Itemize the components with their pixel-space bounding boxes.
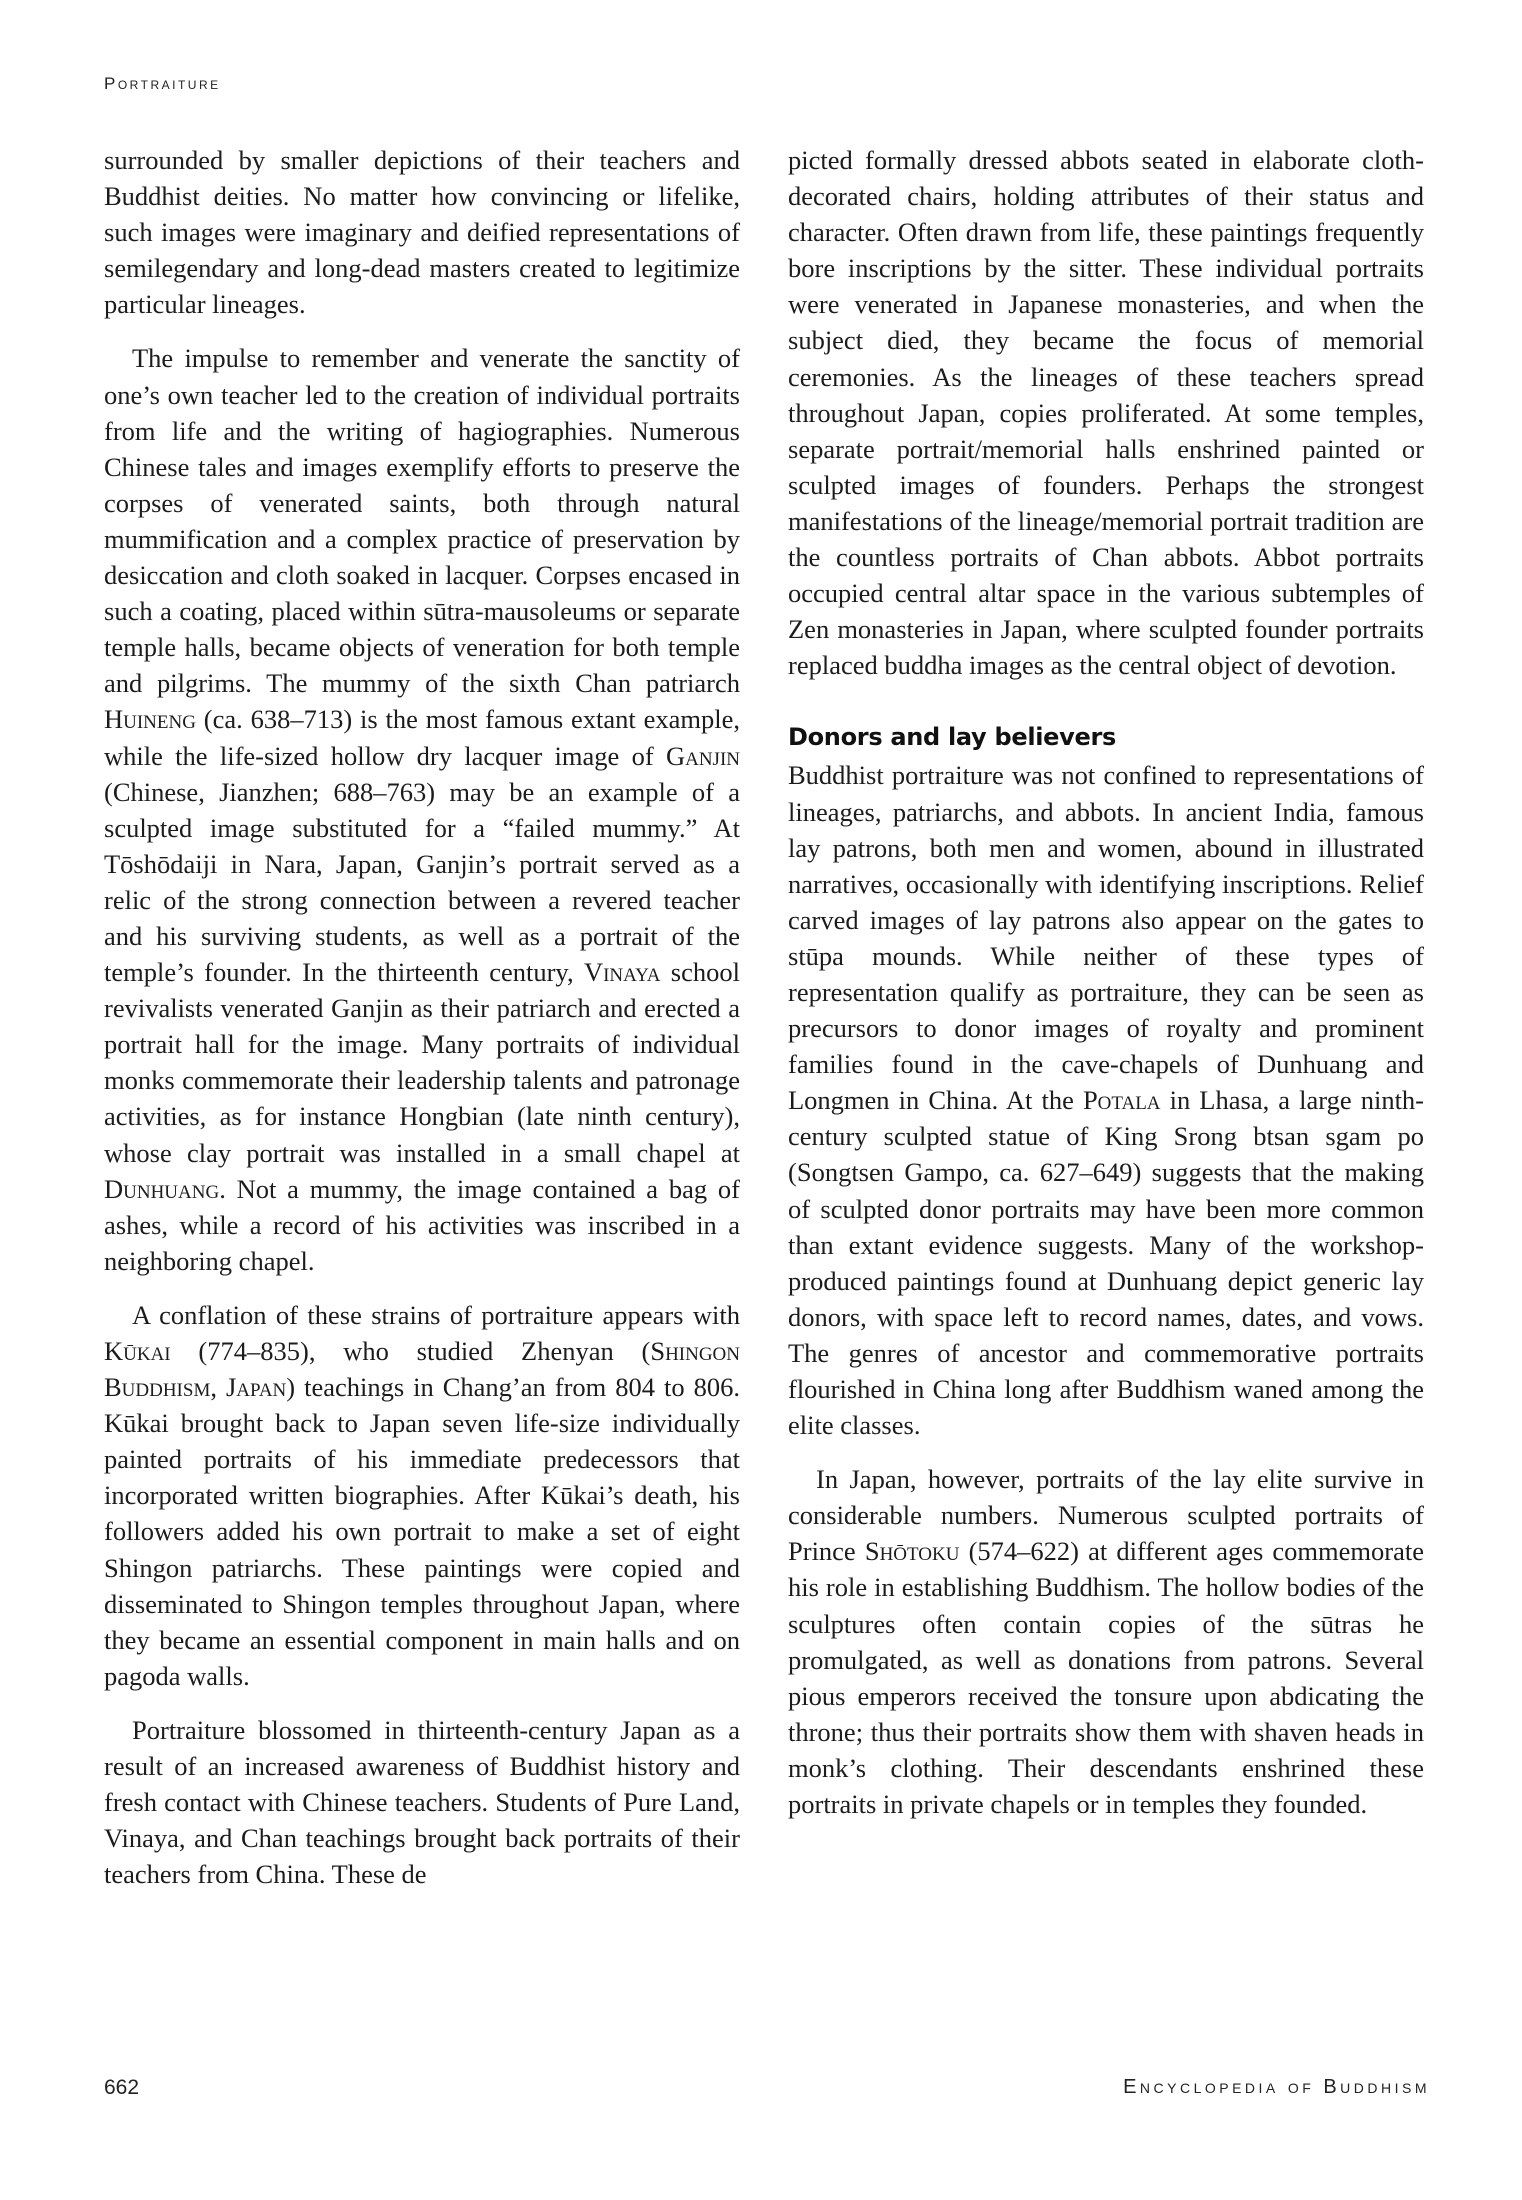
text-run: In Japan, however, portraits of the lay elite survive in considerable numbers. Numerous sculpted portraits of Prince [788, 1464, 1424, 1567]
cross-reference-term: Potala [1082, 1085, 1161, 1116]
text-run: A conflation of these strains of portraiture appears with [132, 1299, 740, 1330]
cross-reference-term: Ganjin [665, 740, 740, 771]
cross-reference-term: Vinaya [583, 957, 661, 988]
text-run: (ca. 638–713) is the most famous extant example, while the life-sized hollow dry lacquer image of [104, 704, 740, 771]
running-head: Portraiture [104, 74, 221, 93]
text-run: Buddhist portraiture was not confined to representations of lineages, patriarchs, and abbots. In ancient India, famous lay patrons, both men and women, abound in illustrated narratives, occasionally with identifying inscriptions. Relief carved images of lay patrons also appear on the gates to stūpa mounds. While neither of these types of representation qualify as portraiture, they can be seen as precursors to donor images of royalty and prominent families found in the cave-chapels of Dunhuang and Longmen in China. At the [788, 760, 1424, 1116]
left-column [104, 142, 740, 1910]
text-run: school revivalists venerated Ganjin as their patriarch and erected a portrait hall for the image. Many portraits of individual monks commemorate their leadership talents and patronage activities, as for instance Hongbian (late ninth century), whose clay portrait was installed in a small chapel at [104, 957, 740, 1168]
paragraph [104, 142, 740, 322]
book-title: Encyclopedia of Buddhism [1123, 2076, 1430, 2098]
cross-reference-term: Kūkai [104, 1336, 171, 1366]
text-run: (574–622) at different ages commemorate his role in establishing Buddhism. The hollow bodies of the sculptures often contain copies of the sūtras he promulgated, as well as donations from patrons. Several pious emperors received the tonsure upon abdicating the throne; thus their portraits show them with shaven heads in monk’s clothing. Their descendants enshrined these portraits in private chapels or in temples they founded. [788, 1536, 1424, 1820]
paragraph [788, 757, 1424, 1443]
right-column [788, 142, 1424, 1840]
text-run: (774–835), who studied Zhenyan ( [170, 1336, 651, 1366]
section-heading: Donors and lay believers [788, 723, 1116, 752]
paragraph [104, 340, 740, 1278]
paragraph [788, 1461, 1424, 1822]
cross-reference-term: Huineng [104, 704, 196, 735]
text-run: Portraiture blossomed in thirteenth-century Japan as a result of an increased awareness of Buddhist history and fresh contact with Chinese teachers. Students of Pure Land, Vinaya, and Chan teachings brought back portraits of their teachers from China. These de [104, 1714, 740, 1890]
text-run: . Not a mummy, the image contained a bag of ashes, while a record of his activities was inscribed in a neighboring chapel. [104, 1173, 740, 1276]
text-run: picted formally dressed abbots seated in elaborate cloth-decorated chairs, holding attributes of their status and character. Often drawn from life, these paintings frequently bore inscriptions by the sitter. These individual portraits were venerated in Japanese monasteries, and when the subject died, they became the focus of memorial ceremonies. As the lineages of these teachers spread throughout Japan, copies proliferated. At some temples, separate portrait/memorial halls enshrined painted or sculpted images of founders. Perhaps the strongest manifestations of the lineage/memorial portrait tradition are the countless portraits of Chan abbots. Abbot portraits occupied central altar space in the various subtemples of Zen monasteries in Japan, where sculpted founder portraits replaced buddha images as the central object of devotion. [788, 145, 1424, 681]
paragraph [788, 142, 1424, 683]
text-run: (Chinese, Jianzhen; 688–763) may be an example of a sculpted image substituted for a “failed mummy.” At Tōshōdaiji in Nara, Japan, Ganjin’s portrait served as a relic of the strong connection between a revered teacher and his surviving students, as well as a portrait of the temple’s founder. In the thirteenth century, [104, 776, 740, 988]
cross-reference-term: Shōtoku [864, 1536, 960, 1567]
page-number: 662 [104, 2076, 140, 2099]
text-run: surrounded by smaller depictions of their teachers and Buddhist deities. No matter how convincing or lifelike, such images were imaginary and deified representations of semilegendary and long-dead masters created to legitimize particular lineages. [104, 145, 740, 320]
text-run: The impulse to remember and venerate the sanctity of one’s own teacher led to the creation of individual portraits from life and the writing of hagiographies. Numerous Chinese tales and images exemplify efforts to preserve the corpses of venerated saints, both through natural mummification and a complex practice of preservation by desiccation and cloth soaked in lacquer. Corpses encased in such a coating, placed within sūtra-mausoleums or separate temple halls, became objects of veneration for both temple and pilgrims. The mummy of the sixth Chan patriarch [104, 343, 740, 699]
text-run: in Lhasa, a large ninth-century sculpted statue of King Srong btsan sgam po (Songtsen Gampo, ca. 627–649) suggests that the making of sculpted donor portraits may have been more common than extant evidence suggests. Many of the workshop-produced paintings found at Dunhuang depict generic lay donors, with space left to record names, dates, and vows. The genres of ancestor and commemorative portraits flourished in China long after Buddhism waned among the elite classes. [788, 1085, 1425, 1441]
paragraph [104, 1297, 740, 1694]
cross-reference-term: Dunhuang [104, 1173, 220, 1204]
text-run: ) teachings in Chang’an from 804 to 806. Kūkai brought back to Japan seven life-size individually painted portraits of his immediate predecessors that incorporated written biographies. After Kūkai’s death, his followers added his own portrait to make a set of eight Shingon patriarchs. These paintings were copied and disseminated to Shingon temples throughout Japan, where they became an essential component in main halls and on pagoda walls. [104, 1372, 740, 1691]
cross-reference-term: Shingon Buddhism, Japan [104, 1336, 740, 1403]
paragraph [104, 1712, 740, 1892]
